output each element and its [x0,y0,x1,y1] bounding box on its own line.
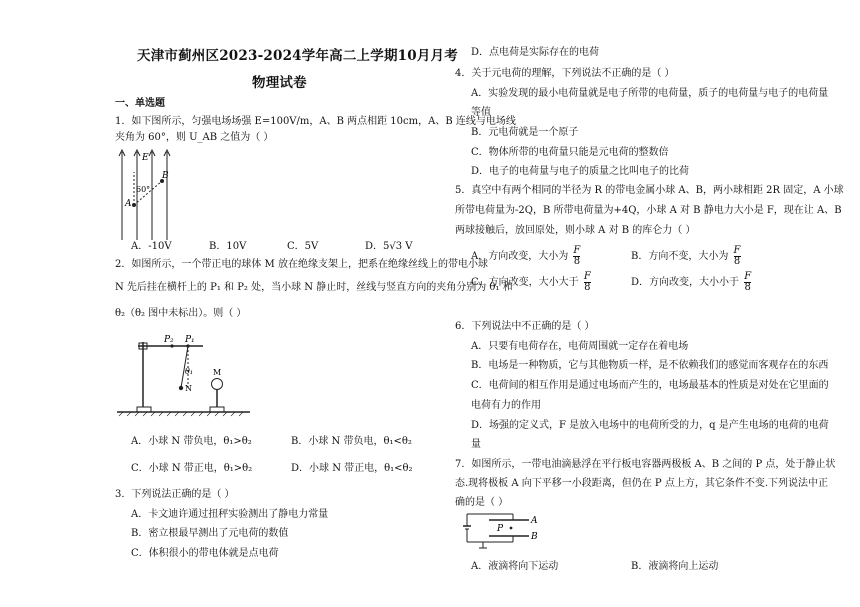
q4-option-a-cont: 等值 [471,107,491,118]
q5-option-a-fraction: $\frac{F}{8}$ [573,245,581,267]
q6-option-c[interactable]: C．电荷间的相互作用是通过电场而产生的，电场最基本的性质是对处在它里面的 [471,380,829,391]
section-heading: 一、单选题 [115,98,165,109]
q5-option-d-fraction: $\frac{F}{8}$ [744,271,752,293]
q2-option-b[interactable]: B．小球 N 带负电，θ₁<θ₂ [291,436,412,447]
q5-option-a[interactable] [471,246,580,267]
q3-stem: 3．下列说法正确的是（ ） [115,489,235,500]
q2-apparatus-figure [115,330,255,422]
q6-option-b[interactable]: B．电场是一种物质，它与其他物质一样，是不依赖我们的感觉而客观存在的东西 [471,360,829,371]
q4-option-a[interactable]: A．实验发现的最小电荷量就是电子所带的电荷量，质子的电荷量与电子的电荷量 [471,88,829,99]
q7-fig-label-p: P [497,524,504,534]
page-title: 天津市蓟州区2023-2024学年高二上学期10月月考 [137,48,458,64]
q2-line3: θ₂（θ₂ 图中未标出）。则（ ） [115,308,247,319]
q7-options [471,560,791,573]
q2-fig-label-m: M [213,368,222,377]
q3-option-d[interactable]: D．点电荷是实际存在的电荷 [471,47,600,58]
q3-option-c[interactable]: C．体积很小的带电体就是点电荷 [131,548,279,559]
q2-line2: N 先后挂在横杆上的 P₁ 和 P₂ 处，当小球 N 静止时，丝线与竖直方向的夹角分别为 θ₁ 和 [115,282,513,293]
q2-fig-label-theta1: θ₁ [185,367,194,376]
q1-line1: 1．如下图所示，匀强电场场强 E=100V/m，A、B 两点相距 10cm，A、B 连线与电场线 [115,116,516,127]
q5-option-b-text: B．方向不变，大小为 [631,251,729,262]
q2-options-row2 [131,462,451,475]
q2-option-d[interactable]: D．小球 N 带正电，θ₁<θ₂ [291,463,413,474]
q5-option-c[interactable] [471,272,591,293]
q2-option-a[interactable]: A．小球 N 带负电，θ₁>θ₂ [131,436,252,447]
q1-option-b[interactable]: B．10V [209,241,247,252]
q5-option-d[interactable] [631,272,751,293]
q6-option-c-cont: 电荷有力的作用 [471,400,541,411]
q2-option-c[interactable]: C．小球 N 带正电，θ₁>θ₂ [131,463,253,474]
q7-line1: 7．如图所示，一带电油滴悬浮在平行板电容器两极板 A、B 之间的 P 点，处于静止状 [455,459,836,470]
q7-option-a[interactable]: A．液滴将向下运动 [471,561,559,572]
q3-option-a[interactable]: A．卡文迪许通过扭秤实验测出了静电力常量 [131,509,329,520]
q4-stem: 4．关于元电荷的理解，下列说法不正确的是（ ） [455,68,675,79]
q1-option-d[interactable]: D．5√3 V [365,241,413,252]
q4-option-d[interactable]: D．电子的电荷量与电子的质量之比叫电子的比荷 [471,166,690,177]
q1-fig-label-angle: 60° [136,185,151,194]
q7-capacitor-figure [459,512,539,550]
q5-line3: 两球接触后，放回原处，则小球 A 对 B 的库仑力（ ） [455,225,696,236]
q1-option-c[interactable]: C．5V [287,241,319,252]
q7-fig-label-a: A [531,516,538,526]
q5-option-a-text: A．方向改变，大小为 [471,251,569,262]
q1-options [131,240,443,253]
q1-fig-label-a: A [125,199,132,209]
q5-option-b-fraction: $\frac{F}{8}$ [733,245,741,267]
q1-line2: 夹角为 60°，则 U_AB 之值为（ ） [115,132,274,143]
q2-fig-label-p2: P₂ [164,335,174,345]
q2-options-row1 [131,435,451,448]
q6-option-d-cont: 量 [471,439,481,450]
q7-line2: 态.现将极板 A 向下平移一小段距离，但仍在 P 点上方，其它条件不变.下列说法中正 [455,478,829,489]
q4-option-c[interactable]: C．物体所带的电荷量只能是元电荷的整数倍 [471,147,669,158]
q2-line1: 2．如图所示，一个带正电的球体 M 放在绝缘支架上，把系在绝缘丝线上的带电小球 [115,259,488,270]
q6-option-d[interactable]: D．场强的定义式，F 是放入电场中的电荷所受的力，q 是产生电场的电荷的电荷 [471,420,829,431]
q1-option-a[interactable]: A．-10V [131,241,172,252]
q7-fig-label-b: B [531,532,538,542]
q2-fig-label-n: N [185,384,192,393]
q5-line1: 5．真空中有两个相同的半径为 R 的带电金属小球 A、B，两小球相距 2R 固定，A 小球 [455,185,844,196]
q5-line2: 所带电荷量为-2Q，B 所带电荷量为+4Q，小球 A 对 B 静电力大小是 F，现在让 A、B [455,205,842,216]
q3-option-b[interactable]: B．密立根最早测出了元电荷的数值 [131,528,289,539]
q1-fig-label-e: E [142,153,149,163]
q7-option-b[interactable]: B．液滴将向上运动 [631,561,719,572]
page-subtitle: 物理试卷 [252,75,307,91]
q5-option-d-text: D．方向改变，大小小于 [631,277,740,288]
q2-fig-label-p1: P₁ [185,335,195,345]
q5-option-c-fraction: $\frac{F}{8}$ [583,271,591,293]
q1-field-figure [115,148,175,240]
q6-option-a[interactable]: A．只要有电荷存在，电荷周围就一定存在着电场 [471,341,689,352]
q6-stem: 6．下列说法中不正确的是（ ） [455,321,595,332]
q5-option-b[interactable] [631,246,741,267]
q5-option-c-text: C．方向改变，大小大于 [471,277,579,288]
q1-fig-label-b: B [162,171,169,181]
q7-line3: 确的是（ ） [455,497,509,508]
q4-option-b[interactable]: B．元电荷就是一个原子 [471,127,579,138]
